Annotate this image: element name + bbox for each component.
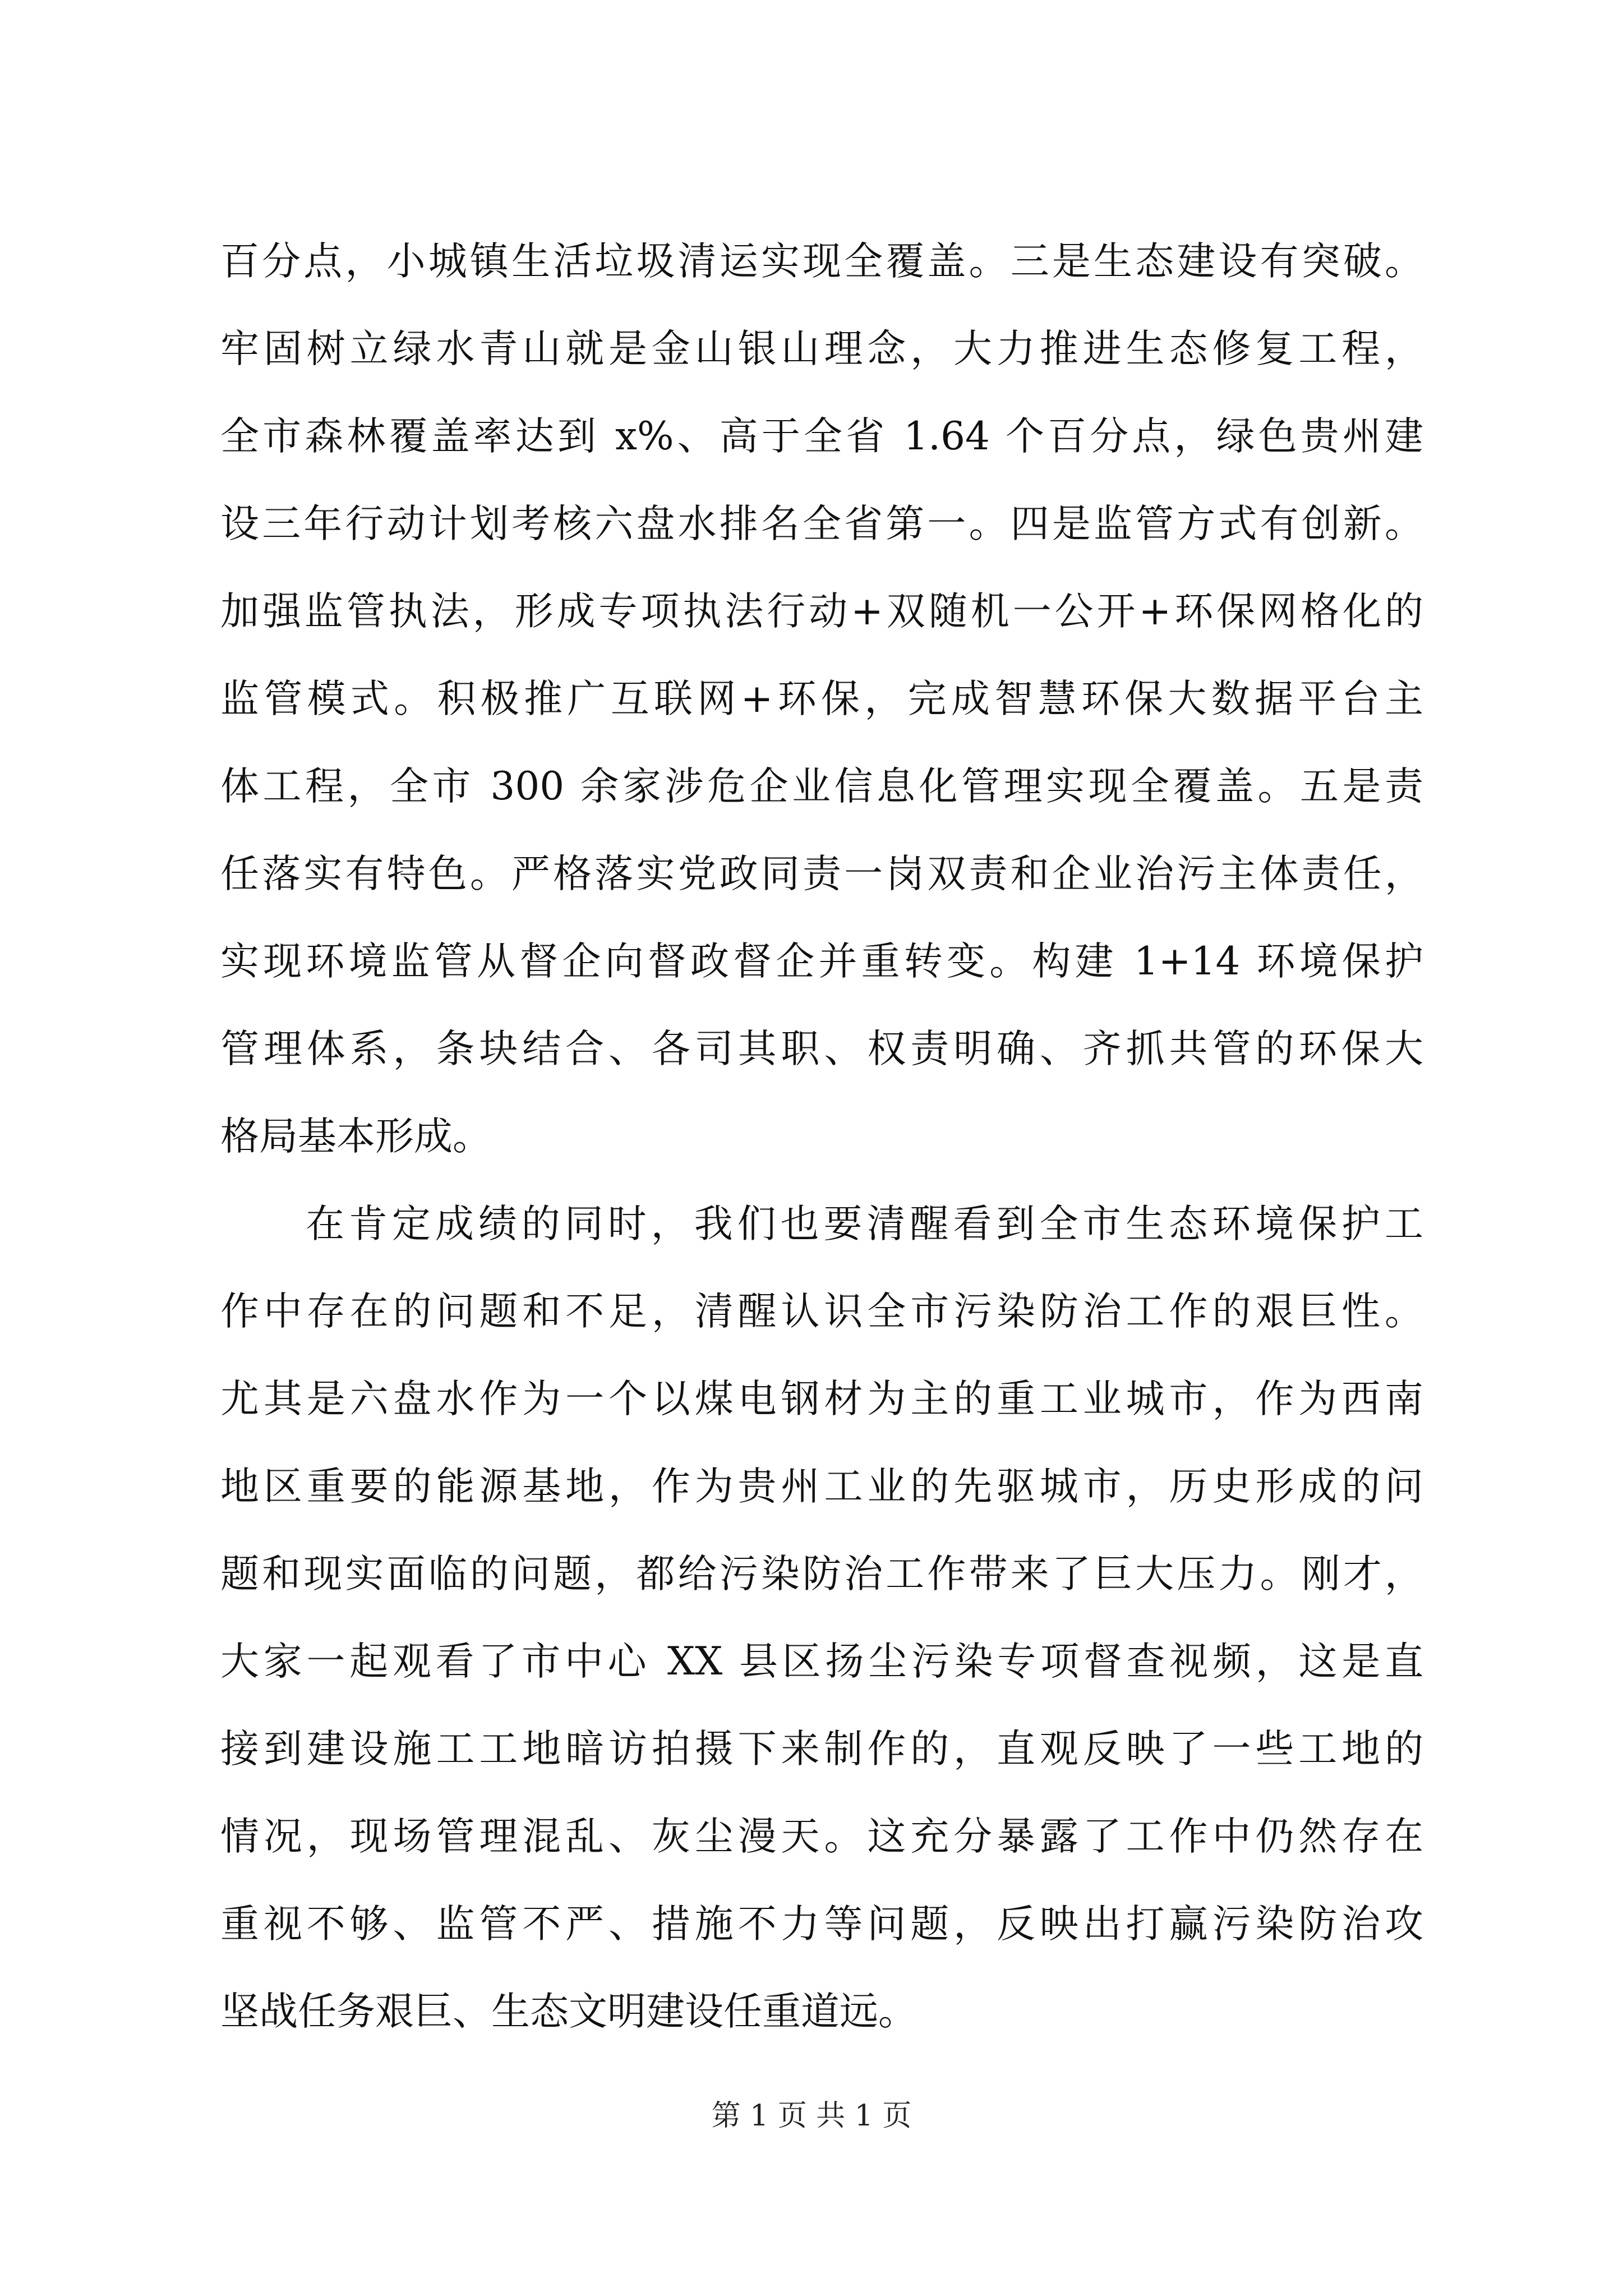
text-line: 地区重要的能源基地，作为贵州工业的先驱城市，历史形成的问: [220, 1464, 1423, 1509]
text-line: 任落实有特色。严格落实党政同责一岗双责和企业治污主体责任，: [220, 852, 1423, 896]
text-line: 实现环境监管从督企向督政督企并重转变。构建 1+14 环境保护: [220, 939, 1423, 984]
paragraph-2: [220, 1180, 1423, 2055]
document-body: [220, 218, 1423, 2055]
text-line: 大家一起观看了市中心 XX 县区扬尘污染专项督查视频，这是直: [220, 1639, 1423, 1684]
page-number-footer: 第 1 页 共 1 页: [711, 2099, 912, 2133]
text-line: 管理体系，条块结合、各司其职、权责明确、齐抓共管的环保大: [220, 1027, 1423, 1071]
text-line: 全市森林覆盖率达到 x%、高于全省 1.64 个百分点，绿色贵州建: [220, 414, 1423, 459]
text-line: 作中存在的问题和不足，清醒认识全市污染防治工作的艰巨性。: [220, 1289, 1423, 1334]
text-line: 设三年行动计划考核六盘水排名全省第一。四是监管方式有创新。: [220, 501, 1423, 546]
text-line: 重视不够、监管不严、措施不力等问题，反映出打赢污染防治攻: [220, 1902, 1423, 1947]
text-line: 情况，现场管理混乱、灰尘漫天。这充分暴露了工作中仍然存在: [220, 1814, 1423, 1859]
text-line: 牢固树立绿水青山就是金山银山理念，大力推进生态修复工程，: [220, 326, 1423, 371]
text-line: 格局基本形成。: [220, 1114, 491, 1159]
text-line: 加强监管执法，形成专项执法行动+双随机一公开+环保网格化的: [220, 589, 1423, 634]
text-line: 坚战任务艰巨、生态文明建设任重道远。: [220, 1989, 917, 2034]
text-line: 监管模式。积极推广互联网+环保，完成智慧环保大数据平台主: [220, 677, 1423, 721]
text-line: 百分点，小城镇生活垃圾清运实现全覆盖。三是生态建设有突破。: [220, 239, 1423, 284]
text-line: 尤其是六盘水作为一个以煤电钢材为主的重工业城市，作为西南: [220, 1377, 1423, 1421]
text-line: 在肯定成绩的同时，我们也要清醒看到全市生态环境保护工: [306, 1202, 1423, 1246]
text-line: 体工程，全市 300 余家涉危企业信息化管理实现全覆盖。五是责: [220, 764, 1423, 809]
text-line: 题和现实面临的问题，都给污染防治工作带来了巨大压力。刚才，: [220, 1552, 1423, 1596]
text-line: 接到建设施工工地暗访拍摄下来制作的，直观反映了一些工地的: [220, 1727, 1423, 1772]
paragraph-1: [220, 218, 1423, 1180]
